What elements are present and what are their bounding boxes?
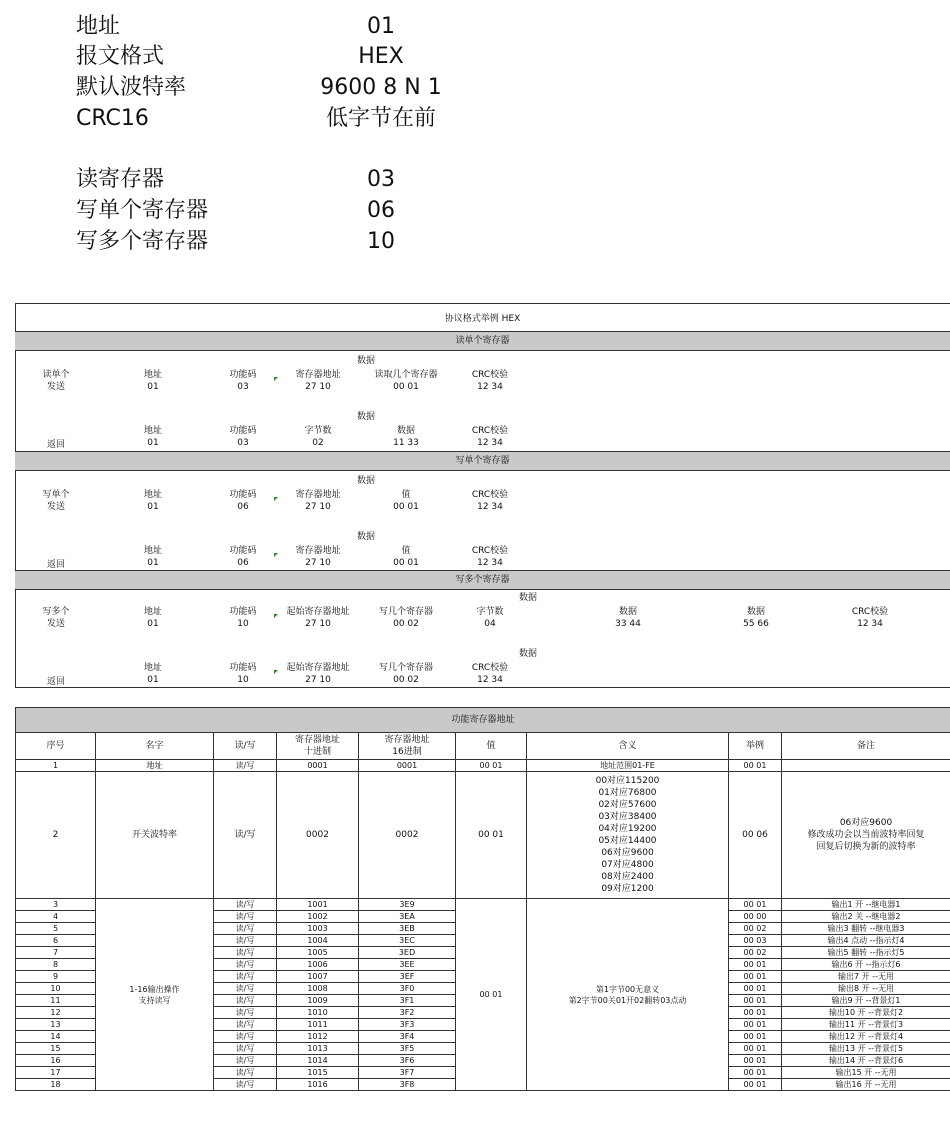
table-cell: 读/写 xyxy=(214,971,277,983)
data-group-label: 数据 xyxy=(518,593,537,603)
table-cell: 1004 xyxy=(277,935,359,947)
table-cell: 1009 xyxy=(277,995,359,1007)
table-cell: 输出4 点动 --指示灯4 xyxy=(782,935,950,947)
table-cell: 00 01 xyxy=(729,959,782,971)
section-write-single: 写单个寄存器 xyxy=(15,451,950,471)
field-cell: 数据 55 66 xyxy=(743,607,769,629)
summary-label: 写多个寄存器 xyxy=(76,229,209,254)
summary-label: 地址 xyxy=(76,14,121,39)
table-cell: 地址范围01-FE xyxy=(527,760,729,772)
table-cell: 读/写 xyxy=(214,1007,277,1019)
summary-value: 03 xyxy=(367,167,395,192)
table-cell: 输出3 翻转 --继电器3 xyxy=(782,923,950,935)
field-cell: 起始寄存器地址 27 10 xyxy=(286,607,350,629)
field-cell: 功能码 06 xyxy=(229,490,257,512)
table-cell: 读/写 xyxy=(214,772,277,899)
table-cell: 00 06 xyxy=(729,772,782,899)
table-cell: 00对应115200 01对应76800 02对应57600 03对应38400 04对应19200 05对应14400 06对应9600 07对应4800 08对应2400 09对应1200 xyxy=(527,772,729,899)
table-cell: 00 00 xyxy=(729,911,782,923)
table-cell: 输出13 开 --背景灯5 xyxy=(782,1043,950,1055)
data-group-label: 数据 xyxy=(356,412,375,422)
table-cell: 输出5 翻转 --指示灯5 xyxy=(782,947,950,959)
field-cell: CRC校验 12 34 xyxy=(471,370,509,392)
table-cell: 输出7 开 --无用 xyxy=(782,971,950,983)
field-cell: 起始寄存器地址 27 10 xyxy=(286,663,350,685)
table-cell: 0001 xyxy=(277,760,359,772)
row-label: 写单个 发送 xyxy=(42,490,70,512)
table-cell: 0002 xyxy=(277,772,359,899)
row-label: 写多个 发送 xyxy=(42,607,70,629)
field-cell: 写几个寄存器 00 02 xyxy=(378,607,433,629)
table-cell xyxy=(782,760,950,772)
table-cell: 读/写 xyxy=(214,1031,277,1043)
table-cell: 18 xyxy=(16,1079,96,1091)
row-label: 返回 xyxy=(46,677,65,687)
summary-label: CRC16 xyxy=(76,106,149,131)
table-cell: 0002 xyxy=(359,772,456,899)
table-cell: 1010 xyxy=(277,1007,359,1019)
cell-comment-marker xyxy=(274,377,278,381)
table-cell: 3EC xyxy=(359,935,456,947)
table-cell: 3F3 xyxy=(359,1019,456,1031)
field-cell: 值 00 01 xyxy=(393,490,419,512)
field-cell: 功能码 06 xyxy=(229,546,257,568)
table-cell: 3EB xyxy=(359,923,456,935)
table-cell: 06对应9600 修改成功会以当前波特率回复 回复后切换为新的波特率 xyxy=(782,772,950,899)
data-group-label: 数据 xyxy=(356,476,375,486)
table-cell: 地址 xyxy=(96,760,214,772)
field-cell: 功能码 03 xyxy=(229,426,257,448)
table-cell: 输出15 开 --无用 xyxy=(782,1067,950,1079)
summary-label: 默认波特率 xyxy=(76,75,187,100)
summary-value: 06 xyxy=(367,198,395,223)
field-cell: 功能码 03 xyxy=(229,370,257,392)
table-cell: 1007 xyxy=(277,971,359,983)
table-cell: 3ED xyxy=(359,947,456,959)
table-cell: 3F6 xyxy=(359,1055,456,1067)
table-cell: 00 01 xyxy=(729,983,782,995)
field-cell: 地址 01 xyxy=(143,490,162,512)
field-cell: CRC校验 12 34 xyxy=(851,607,889,629)
field-cell: 写几个寄存器 00 02 xyxy=(378,663,433,685)
table-cell: 3F0 xyxy=(359,983,456,995)
table-cell: 输出10 开 --背景灯2 xyxy=(782,1007,950,1019)
table-cell: 读/写 xyxy=(214,1067,277,1079)
summary-label: 读寄存器 xyxy=(76,167,165,192)
table-cell: 00 01 xyxy=(729,1007,782,1019)
table-cell: 3F7 xyxy=(359,1067,456,1079)
table-cell: 14 xyxy=(16,1031,96,1043)
row-label: 返回 xyxy=(46,440,65,450)
summary-value: 低字节在前 xyxy=(325,106,436,131)
data-group-label: 数据 xyxy=(518,649,537,659)
table-cell: 00 02 xyxy=(729,923,782,935)
table-cell: 7 xyxy=(16,947,96,959)
table-cell: 1016 xyxy=(277,1079,359,1091)
table-cell: 00 01 xyxy=(729,1031,782,1043)
cell-comment-marker xyxy=(274,670,278,674)
table-cell: 读/写 xyxy=(214,760,277,772)
row-label: 返回 xyxy=(46,560,65,570)
table-cell: 3EE xyxy=(359,959,456,971)
table-cell: 6 xyxy=(16,935,96,947)
register-table xyxy=(15,707,950,1091)
summary-value: 9600 8 N 1 xyxy=(320,75,442,100)
summary-label: 报文格式 xyxy=(76,44,165,69)
table-cell: 输出9 开 --背景灯1 xyxy=(782,995,950,1007)
table-cell: 输出1 开 --继电器1 xyxy=(782,899,950,911)
column-header: 含义 xyxy=(527,733,729,760)
table-row xyxy=(16,899,950,911)
summary-value: 01 xyxy=(367,14,395,39)
table-cell: 3EA xyxy=(359,911,456,923)
table-cell: 1005 xyxy=(277,947,359,959)
field-cell: 地址 01 xyxy=(143,370,162,392)
table-cell: 输出16 开 --无用 xyxy=(782,1079,950,1091)
field-cell: 字节数 02 xyxy=(304,426,332,448)
table-cell: 输出12 开 --背景灯4 xyxy=(782,1031,950,1043)
column-header: 寄存器地址 十进制 xyxy=(277,733,359,760)
field-cell: 字节数 04 xyxy=(476,607,504,629)
table-cell: 输出2 关 --继电器2 xyxy=(782,911,950,923)
table-cell: 3F2 xyxy=(359,1007,456,1019)
table-cell: 00 02 xyxy=(729,947,782,959)
table-cell: 1001 xyxy=(277,899,359,911)
table-cell: 读/写 xyxy=(214,1055,277,1067)
group-meaning-cell: 第1字节00无意义 第2字节00关01开02翻转03点动 xyxy=(527,899,729,1091)
table-cell: 1014 xyxy=(277,1055,359,1067)
table-cell: 5 xyxy=(16,923,96,935)
table-cell: 读/写 xyxy=(214,1079,277,1091)
column-header: 读/写 xyxy=(214,733,277,760)
field-cell: 功能码 10 xyxy=(229,663,257,685)
table-cell: 4 xyxy=(16,911,96,923)
table-cell: 3E9 xyxy=(359,899,456,911)
protocol-title: 协议格式举例 HEX xyxy=(444,314,521,324)
field-cell: 数据 11 33 xyxy=(393,426,419,448)
table-cell: 3EF xyxy=(359,971,456,983)
table-cell: 17 xyxy=(16,1067,96,1079)
table-cell: 3F5 xyxy=(359,1043,456,1055)
field-cell: 功能码 10 xyxy=(229,607,257,629)
table-cell: 00 01 xyxy=(729,1055,782,1067)
table-cell: 1012 xyxy=(277,1031,359,1043)
field-cell: CRC校验 12 34 xyxy=(471,490,509,512)
field-cell: 读取几个寄存器 00 01 xyxy=(374,370,438,392)
table-cell: 输出11 开 --背景灯3 xyxy=(782,1019,950,1031)
field-cell: 地址 01 xyxy=(143,426,162,448)
table-cell: 读/写 xyxy=(214,1019,277,1031)
field-cell: 地址 01 xyxy=(143,546,162,568)
table-cell: 16 xyxy=(16,1055,96,1067)
table-cell: 8 xyxy=(16,959,96,971)
column-header: 举例 xyxy=(729,733,782,760)
table-cell: 00 01 xyxy=(456,760,527,772)
summary-value: 10 xyxy=(367,229,395,254)
field-cell: 地址 01 xyxy=(143,607,162,629)
table-cell: 00 01 xyxy=(729,1079,782,1091)
table-cell: 12 xyxy=(16,1007,96,1019)
table-cell: 00 03 xyxy=(729,935,782,947)
table-cell: 00 01 xyxy=(729,1067,782,1079)
table-cell: 3F1 xyxy=(359,995,456,1007)
section-read-single: 读单个寄存器 xyxy=(15,331,950,351)
table-cell: 1 xyxy=(16,760,96,772)
column-header: 值 xyxy=(456,733,527,760)
table-cell: 00 01 xyxy=(729,995,782,1007)
table-cell: 00 01 xyxy=(729,1019,782,1031)
table-cell: 读/写 xyxy=(214,935,277,947)
cell-comment-marker xyxy=(274,553,278,557)
column-header: 名字 xyxy=(96,733,214,760)
table-cell: 读/写 xyxy=(214,923,277,935)
field-cell: CRC校验 12 34 xyxy=(471,663,509,685)
table-cell: 1006 xyxy=(277,959,359,971)
group-value-cell: 00 01 xyxy=(456,899,527,1091)
table-cell: 1008 xyxy=(277,983,359,995)
field-cell: CRC校验 12 34 xyxy=(471,546,509,568)
table-cell: 1011 xyxy=(277,1019,359,1031)
cell-comment-marker xyxy=(274,497,278,501)
table-cell: 3F8 xyxy=(359,1079,456,1091)
field-cell: CRC校验 12 34 xyxy=(471,426,509,448)
table-cell: 2 xyxy=(16,772,96,899)
table-cell: 读/写 xyxy=(214,995,277,1007)
table-cell: 1003 xyxy=(277,923,359,935)
field-cell: 寄存器地址 27 10 xyxy=(295,370,341,392)
column-header: 备注 xyxy=(782,733,950,760)
section-write-multi: 写多个寄存器 xyxy=(15,570,950,590)
table-cell: 1015 xyxy=(277,1067,359,1079)
table-cell: 11 xyxy=(16,995,96,1007)
table-cell: 3F4 xyxy=(359,1031,456,1043)
cell-comment-marker xyxy=(274,614,278,618)
table-cell: 10 xyxy=(16,983,96,995)
table-cell: 读/写 xyxy=(214,983,277,995)
table-header-row xyxy=(16,733,950,760)
table-row xyxy=(16,772,950,899)
field-cell: 数据 33 44 xyxy=(615,607,641,629)
field-cell: 地址 01 xyxy=(143,663,162,685)
table-cell: 00 01 xyxy=(729,1043,782,1055)
table-row xyxy=(16,760,950,772)
summary-label: 写单个寄存器 xyxy=(76,198,209,223)
table-cell: 读/写 xyxy=(214,947,277,959)
field-cell: 寄存器地址 27 10 xyxy=(295,490,341,512)
table-cell: 15 xyxy=(16,1043,96,1055)
data-group-label: 数据 xyxy=(356,356,375,366)
table-cell: 输出8 开 --无用 xyxy=(782,983,950,995)
data-group-label: 数据 xyxy=(356,532,375,542)
table-cell: 读/写 xyxy=(214,1043,277,1055)
table-cell: 00 01 xyxy=(729,760,782,772)
table-cell: 13 xyxy=(16,1019,96,1031)
table-cell: 输出6 开 --指示灯6 xyxy=(782,959,950,971)
column-header: 寄存器地址 16进制 xyxy=(359,733,456,760)
table-cell: 3 xyxy=(16,899,96,911)
row-label: 读单个 发送 xyxy=(42,370,70,392)
table-cell: 9 xyxy=(16,971,96,983)
column-header: 序号 xyxy=(16,733,96,760)
table-cell: 0001 xyxy=(359,760,456,772)
table-cell: 读/写 xyxy=(214,959,277,971)
table-cell: 1013 xyxy=(277,1043,359,1055)
table-cell: 读/写 xyxy=(214,911,277,923)
group-name-cell: 1-16输出操作 支持读写 xyxy=(96,899,214,1091)
field-cell: 寄存器地址 27 10 xyxy=(295,546,341,568)
table-cell: 读/写 xyxy=(214,899,277,911)
table-cell: 00 01 xyxy=(456,772,527,899)
table-cell: 1002 xyxy=(277,911,359,923)
table-cell: 00 01 xyxy=(729,971,782,983)
table-cell: 开关波特率 xyxy=(96,772,214,899)
field-cell: 值 00 01 xyxy=(393,546,419,568)
summary-value: HEX xyxy=(358,44,404,69)
table-cell: 输出14 开 --背景灯6 xyxy=(782,1055,950,1067)
register-table-title: 功能寄存器地址 xyxy=(16,708,950,733)
table-cell: 00 01 xyxy=(729,899,782,911)
